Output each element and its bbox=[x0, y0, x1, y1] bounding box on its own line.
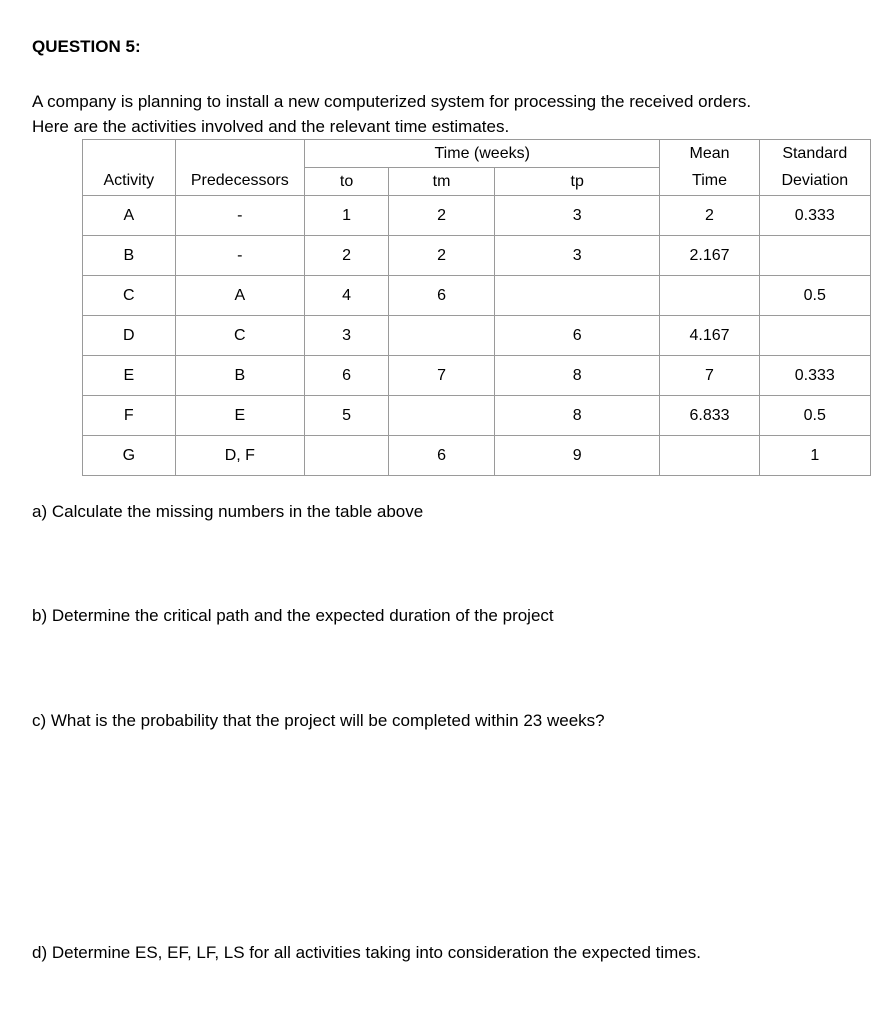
table-row bbox=[83, 236, 871, 276]
cell-tp bbox=[495, 276, 660, 316]
cell-activity: C bbox=[83, 276, 176, 316]
cell-mean: 6.833 bbox=[660, 396, 759, 436]
cell-to bbox=[305, 436, 389, 476]
cell-activity: B bbox=[83, 236, 176, 276]
header-row-bottom bbox=[83, 168, 871, 196]
cell-sd bbox=[759, 236, 870, 276]
header-mean-top: Mean bbox=[660, 140, 759, 168]
intro-paragraph bbox=[32, 89, 862, 139]
cell-sd bbox=[759, 316, 870, 356]
cell-activity: G bbox=[83, 436, 176, 476]
cell-tm bbox=[389, 316, 495, 356]
cell-sd: 0.5 bbox=[759, 396, 870, 436]
cell-predecessors: B bbox=[175, 356, 304, 396]
cell-to: 5 bbox=[305, 396, 389, 436]
cell-predecessors: - bbox=[175, 196, 304, 236]
cell-mean bbox=[660, 276, 759, 316]
table-row bbox=[83, 196, 871, 236]
header-time-weeks: Time (weeks) bbox=[305, 140, 660, 168]
cell-tm bbox=[389, 396, 495, 436]
cell-mean: 2 bbox=[660, 196, 759, 236]
header-cell-blank-2 bbox=[175, 140, 304, 168]
cell-activity: D bbox=[83, 316, 176, 356]
cell-tm: 2 bbox=[389, 236, 495, 276]
cell-tp: 3 bbox=[495, 236, 660, 276]
cell-sd: 1 bbox=[759, 436, 870, 476]
header-mean-bottom: Time bbox=[660, 168, 759, 196]
cell-sd: 0.333 bbox=[759, 356, 870, 396]
table-row bbox=[83, 396, 871, 436]
cell-to: 2 bbox=[305, 236, 389, 276]
cell-mean: 7 bbox=[660, 356, 759, 396]
cell-tp: 8 bbox=[495, 356, 660, 396]
table-row bbox=[83, 276, 871, 316]
question-b: b) Determine the critical path and the expected duration of the project bbox=[32, 606, 554, 625]
cell-tp: 6 bbox=[495, 316, 660, 356]
table-row bbox=[83, 316, 871, 356]
cell-predecessors: C bbox=[175, 316, 304, 356]
cell-tp: 3 bbox=[495, 196, 660, 236]
intro-line-2: Here are the activities involved and the relevant time estimates. bbox=[32, 117, 510, 136]
header-tm: tm bbox=[389, 168, 495, 196]
cell-predecessors: D, F bbox=[175, 436, 304, 476]
question-c: c) What is the probability that the project will be completed within 23 weeks? bbox=[32, 711, 605, 730]
cell-mean: 2.167 bbox=[660, 236, 759, 276]
question-a: a) Calculate the missing numbers in the table above bbox=[32, 502, 424, 521]
header-activity: Activity bbox=[83, 168, 176, 196]
header-sd-bottom: Deviation bbox=[759, 168, 870, 196]
header-cell-blank-1 bbox=[83, 140, 176, 168]
header-tp: tp bbox=[495, 168, 660, 196]
cell-mean: 4.167 bbox=[660, 316, 759, 356]
header-to: to bbox=[305, 168, 389, 196]
cell-sd: 0.333 bbox=[759, 196, 870, 236]
cell-tp: 8 bbox=[495, 396, 660, 436]
question-heading: QUESTION 5: bbox=[32, 37, 141, 56]
intro-line-1: A company is planning to install a new computerized system for processing the received orders. bbox=[32, 92, 752, 111]
cell-to: 4 bbox=[305, 276, 389, 316]
cell-activity: E bbox=[83, 356, 176, 396]
activity-table bbox=[82, 139, 871, 476]
cell-sd: 0.5 bbox=[759, 276, 870, 316]
cell-mean bbox=[660, 436, 759, 476]
header-row-top bbox=[83, 140, 871, 168]
cell-activity: A bbox=[83, 196, 176, 236]
cell-predecessors: A bbox=[175, 276, 304, 316]
cell-predecessors: - bbox=[175, 236, 304, 276]
table-row bbox=[83, 356, 871, 396]
question-d: d) Determine ES, EF, LF, LS for all activities taking into consideration the expected times. bbox=[32, 943, 701, 962]
cell-tm: 6 bbox=[389, 436, 495, 476]
cell-predecessors: E bbox=[175, 396, 304, 436]
cell-tm: 6 bbox=[389, 276, 495, 316]
header-sd-top: Standard bbox=[759, 140, 870, 168]
cell-tp: 9 bbox=[495, 436, 660, 476]
cell-to: 6 bbox=[305, 356, 389, 396]
cell-tm: 7 bbox=[389, 356, 495, 396]
header-predecessors: Predecessors bbox=[175, 168, 304, 196]
cell-to: 3 bbox=[305, 316, 389, 356]
cell-tm: 2 bbox=[389, 196, 495, 236]
cell-to: 1 bbox=[305, 196, 389, 236]
cell-activity: F bbox=[83, 396, 176, 436]
table-row bbox=[83, 436, 871, 476]
